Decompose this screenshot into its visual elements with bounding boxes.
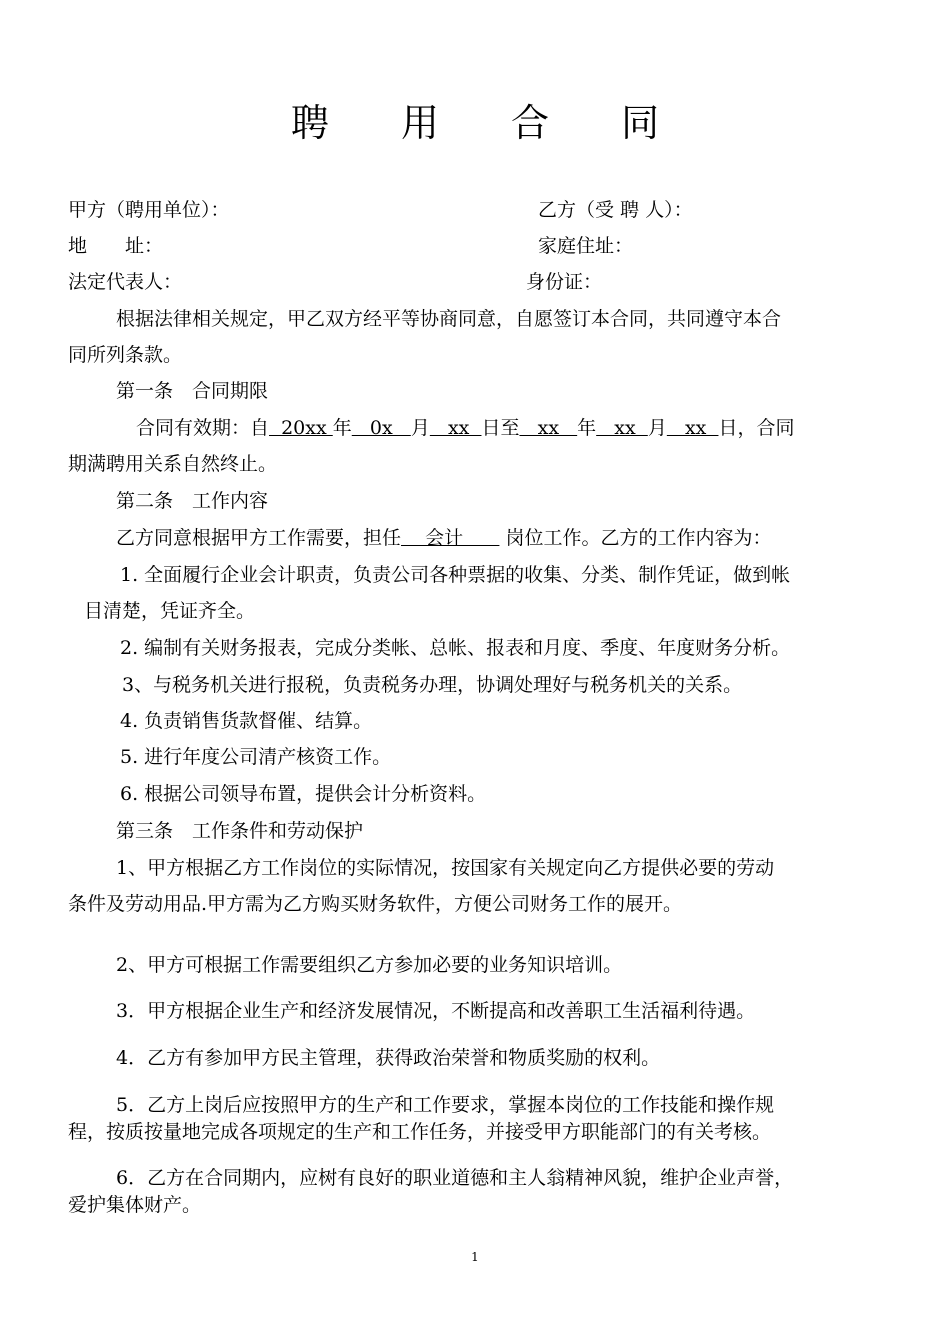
party-b-id-card: 身份证： (526, 271, 603, 293)
condition-item-6-line-1: 6．乙方在合同期内，应树有良好的职业道德和主人翁精神风貌，维护企业声誉， (116, 1167, 794, 1189)
condition-item-3: 3．甲方根据企业生产和经济发展情况，不断提高和改善职工生活福利待遇。 (116, 1000, 756, 1022)
article-1-heading: 第一条 合同期限 (116, 380, 269, 402)
to-label: 日至 (481, 417, 520, 439)
end-day-blank: xx (666, 417, 719, 439)
condition-item-6-line-2: 爱护集体财产。 (68, 1194, 202, 1216)
article-3-heading: 第三条 工作条件和劳动保护 (116, 820, 364, 842)
month-label: 月 (410, 417, 430, 439)
condition-item-1-line-1: 1、甲方根据乙方工作岗位的实际情况，按国家有关规定向乙方提供必要的劳动 (116, 857, 775, 879)
duty-item-4: 4. 负责销售货款督催、结算。 (120, 710, 373, 732)
condition-item-2: 2、甲方可根据工作需要组织乙方参加必要的业务知识培训。 (116, 954, 623, 976)
start-month-blank: 0x (351, 417, 411, 439)
contract-period-line-2: 期满聘用关系自然终止。 (68, 453, 278, 475)
party-b-address: 家庭住址： (538, 235, 634, 257)
condition-item-5-line-2: 程，按质按量地完成各项规定的生产和工作任务，并接受甲方职能部门的有关考核。 (68, 1121, 772, 1143)
duty-suffix: 岗位工作。乙方的工作内容为： (499, 527, 772, 549)
contract-period-suffix: 日，合同 (718, 417, 795, 439)
condition-item-4: 4．乙方有参加甲方民主管理，获得政治荣誉和物质奖励的权利。 (116, 1047, 661, 1069)
duty-prefix: 乙方同意根据甲方工作需要，担任 (116, 527, 402, 549)
intro-line-2: 同所列条款。 (68, 344, 183, 366)
page-number: 1 (471, 1250, 479, 1264)
condition-item-5-line-1: 5．乙方上岗后应按照甲方的生产和工作要求，掌握本岗位的工作技能和操作规 (116, 1094, 775, 1116)
condition-item-1-line-2: 条件及劳动用品.甲方需为乙方购买财务软件，方便公司财务工作的展开。 (68, 893, 683, 915)
duty-item-6: 6. 根据公司领导布置，提供会计分析资料。 (120, 783, 487, 805)
end-year-blank: xx (519, 417, 578, 439)
end-month-blank: xx (596, 417, 648, 439)
duty-item-1-line-1: 1. 全面履行企业会计职责，负责公司各种票据的收集、分类、制作凭证，做到帐 (120, 564, 791, 586)
contract-period-prefix: 合同有效期：自 (136, 417, 270, 439)
party-a-legal-rep: 法定代表人： (68, 271, 183, 293)
start-day-blank: xx (429, 417, 482, 439)
article-2-heading: 第二条 工作内容 (116, 490, 269, 512)
job-position-line (116, 526, 771, 550)
start-year-blank: 20xx (269, 417, 333, 439)
position-blank: 会计 (401, 527, 500, 549)
intro-line-1: 根据法律相关规定，甲乙双方经平等协商同意，自愿签订本合同，共同遵守本合 (116, 308, 782, 330)
duty-item-1-line-2: 目清楚，凭证齐全。 (84, 600, 256, 622)
duty-item-5: 5. 进行年度公司清产核资工作。 (120, 746, 392, 768)
party-a-label: 甲方（聘用单位）： (68, 199, 230, 221)
party-b-label: 乙方（受 聘 人）： (538, 199, 693, 221)
document-title: 聘 用 合 同 (290, 101, 690, 145)
party-a-address: 地 址： (68, 235, 164, 257)
duty-item-2: 2. 编制有关财务报表，完成分类帐、总帐、报表和月度、季度、年度财务分析。 (120, 637, 791, 659)
year-label-2: 年 (577, 417, 597, 439)
year-label: 年 (332, 417, 352, 439)
duty-item-3: 3、与税务机关进行报税，负责税务办理，协调处理好与税务机关的关系。 (122, 674, 743, 696)
contract-period-line (136, 416, 794, 440)
month-label-2: 月 (647, 417, 667, 439)
